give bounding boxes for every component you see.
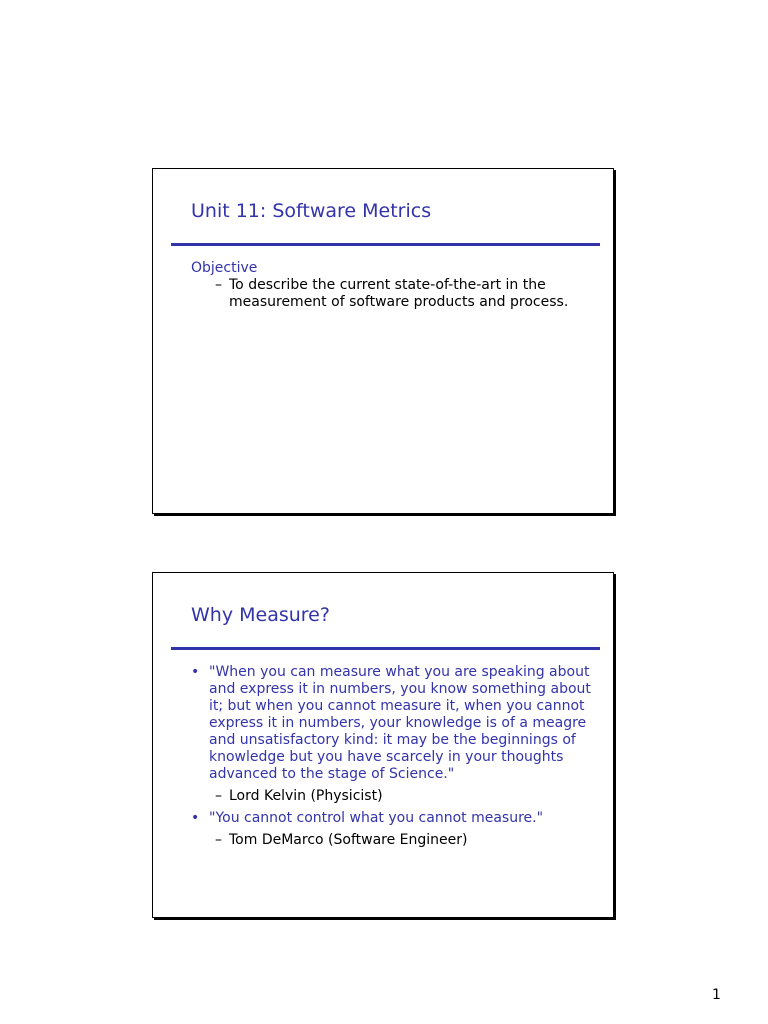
quote-line: knowledge but you have scarcely in your thoughts: [209, 749, 564, 765]
dash-marker: –: [215, 788, 222, 804]
quote-line: it; but when you cannot measure it, when you cannot: [209, 698, 585, 714]
attribution-text: Tom DeMarco (Software Engineer): [229, 832, 468, 848]
quote-line: "You cannot control what you cannot measure.": [209, 810, 544, 826]
bullet-marker: •: [191, 664, 200, 680]
quote-kelvin: [191, 664, 591, 783]
attribution-kelvin: [191, 788, 591, 805]
bullet-marker: •: [191, 810, 200, 826]
page-number: 1: [712, 987, 721, 1003]
slide-2-title-rule: [171, 647, 600, 650]
attribution-demarco: [191, 832, 591, 849]
quote-line: and express it in numbers, you know something about: [209, 681, 591, 697]
quote-demarco: [191, 810, 591, 827]
attribution-text: Lord Kelvin (Physicist): [229, 788, 383, 804]
slide-2: [152, 572, 614, 918]
slide-1-content: [191, 260, 591, 311]
quote-line: "When you can measure what you are speaking about: [209, 664, 590, 680]
objective-line: measurement of software products and process.: [229, 294, 569, 310]
quote-line: express it in numbers, your knowledge is of a meagre: [209, 715, 587, 731]
quote-line: advanced to the stage of Science.": [209, 766, 455, 782]
slide-1-title: Unit 11: Software Metrics: [191, 200, 432, 222]
slide-1: [152, 168, 614, 514]
quote-line: and unsatisfactory kind: it may be the beginnings of: [209, 732, 576, 748]
slide-2-content: [191, 664, 591, 849]
dash-marker: –: [215, 277, 222, 293]
objective-line: To describe the current state-of-the-art in the: [229, 277, 546, 293]
dash-marker: –: [215, 832, 222, 848]
objective-item: [191, 277, 591, 311]
objective-heading: Objective: [191, 260, 258, 276]
slide-1-title-rule: [171, 243, 600, 246]
slide-2-title: Why Measure?: [191, 604, 330, 626]
